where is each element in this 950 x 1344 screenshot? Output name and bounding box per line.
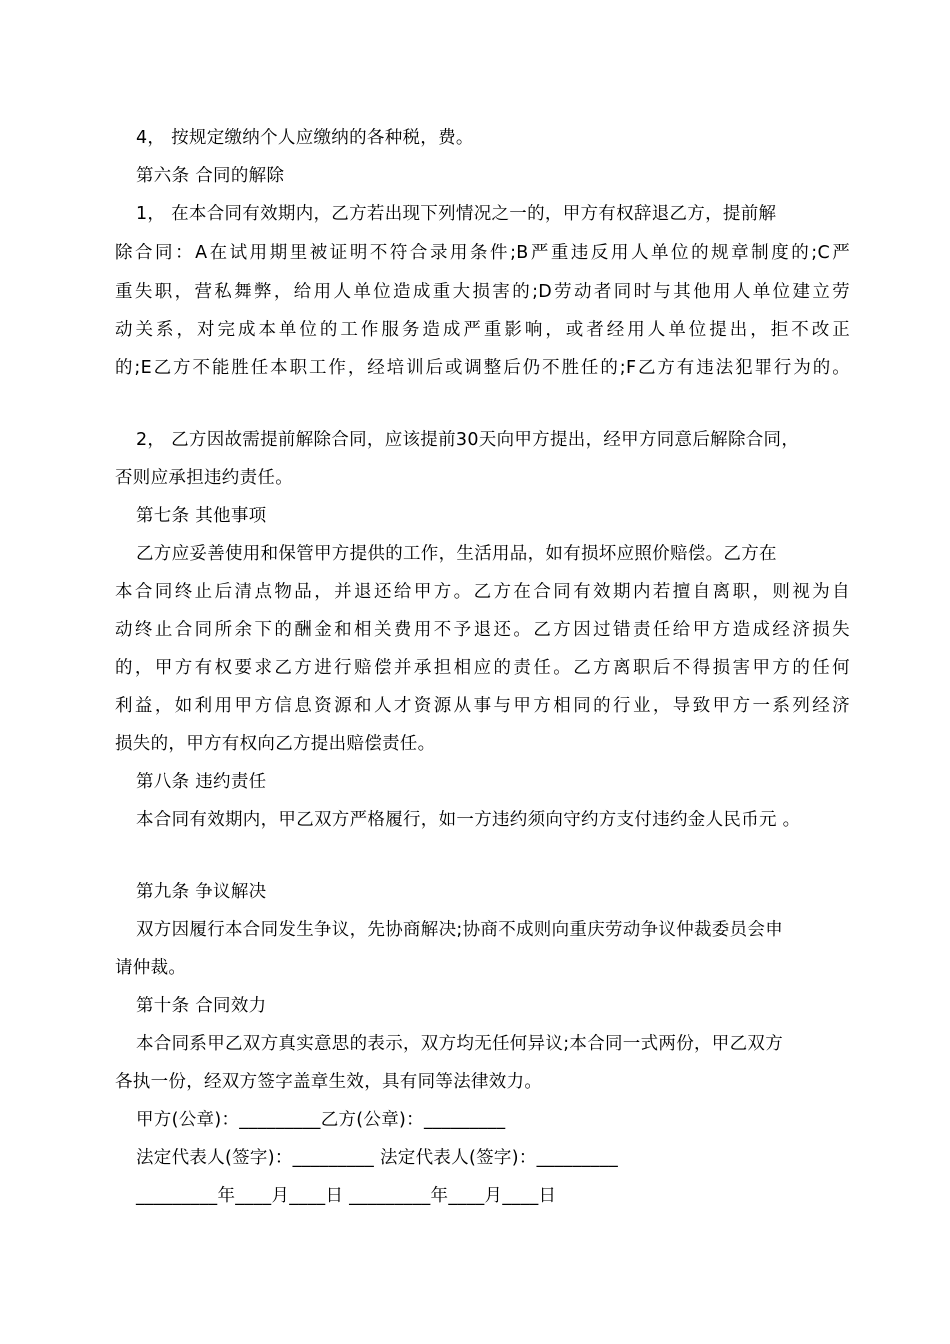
article-6-item-1-line-4: 动关系，对完成本单位的工作服务造成严重影响，或者经用人单位提出，拒不改正: [115, 320, 850, 340]
article-8-heading: 第八条 违约责任: [136, 772, 267, 792]
article-7-heading: 第七条 其他事项: [136, 506, 267, 526]
article-10-line-1: 本合同系甲乙双方真实意思的表示，双方均无任何异议;本合同一式两份，甲乙双方: [136, 1034, 783, 1054]
article-9-line-2: 请仲裁。: [115, 958, 187, 978]
party-seal-line: 甲方(公章)：_________乙方(公章)：_________: [136, 1110, 506, 1130]
article-6-item-1-line-5: 的;E乙方不能胜任本职工作，经培训后或调整后仍不胜任的;F乙方有违法犯罪行为的。: [115, 358, 850, 378]
article-7-line-1: 乙方应妥善使用和保管甲方提供的工作，生活用品，如有损坏应照价赔偿。乙方在: [136, 544, 777, 564]
article-10-line-2: 各执一份，经双方签字盖章生效，具有同等法律效力。: [115, 1072, 543, 1092]
article-7-line-5: 利益，如利用甲方信息资源和人才资源从事与甲方相同的行业，导致甲方一系列经济: [115, 696, 850, 716]
article-9-line-1: 双方因履行本合同发生争议，先协商解决;协商不成则向重庆劳动争议仲裁委员会申: [136, 920, 783, 940]
article-9-heading: 第九条 争议解决: [136, 882, 267, 902]
article-6-item-1-line-1: 1， 在本合同有效期内，乙方若出现下列情况之一的，甲方有权辞退乙方，提前解: [136, 204, 777, 224]
article-7-line-2: 本合同终止后清点物品，并退还给甲方。乙方在合同有效期内若擅自离职，则视为自: [115, 582, 850, 602]
article-6-item-2-line-2: 否则应承担违约责任。: [115, 468, 293, 488]
article-6-item-1-line-3: 重失职，营私舞弊，给用人单位造成重大损害的;D劳动者同时与其他用人单位建立劳: [115, 282, 850, 302]
article-7-line-3: 动终止合同所余下的酬金和相关费用不予退还。乙方因过错责任给甲方造成经济损失: [115, 620, 850, 640]
article-6-heading: 第六条 合同的解除: [136, 166, 285, 186]
date-line: _________年____月____日 _________年____月____日: [136, 1186, 557, 1206]
article-7-line-6: 损失的，甲方有权向乙方提出赔偿责任。: [115, 734, 436, 754]
article-7-line-4: 的，甲方有权要求乙方进行赔偿并承担相应的责任。乙方离职后不得损害甲方的任何: [115, 658, 850, 678]
representative-signature-line: 法定代表人(签字)：_________ 法定代表人(签字)：_________: [136, 1148, 619, 1168]
article-6-item-1-line-2: 除合同：A在试用期里被证明不符合录用条件;B严重违反用人单位的规章制度的;C严: [115, 243, 850, 263]
article-6-item-2-line-1: 2， 乙方因故需提前解除合同，应该提前30天向甲方提出，经甲方同意后解除合同，: [136, 430, 800, 450]
article-10-heading: 第十条 合同效力: [136, 996, 267, 1016]
article-8-line-1: 本合同有效期内，甲乙双方严格履行，如一方违约须向守约方支付违约金人民币元 。: [136, 810, 801, 830]
clause-4-tax: 4， 按规定缴纳个人应缴纳的各种税，费。: [136, 128, 474, 148]
